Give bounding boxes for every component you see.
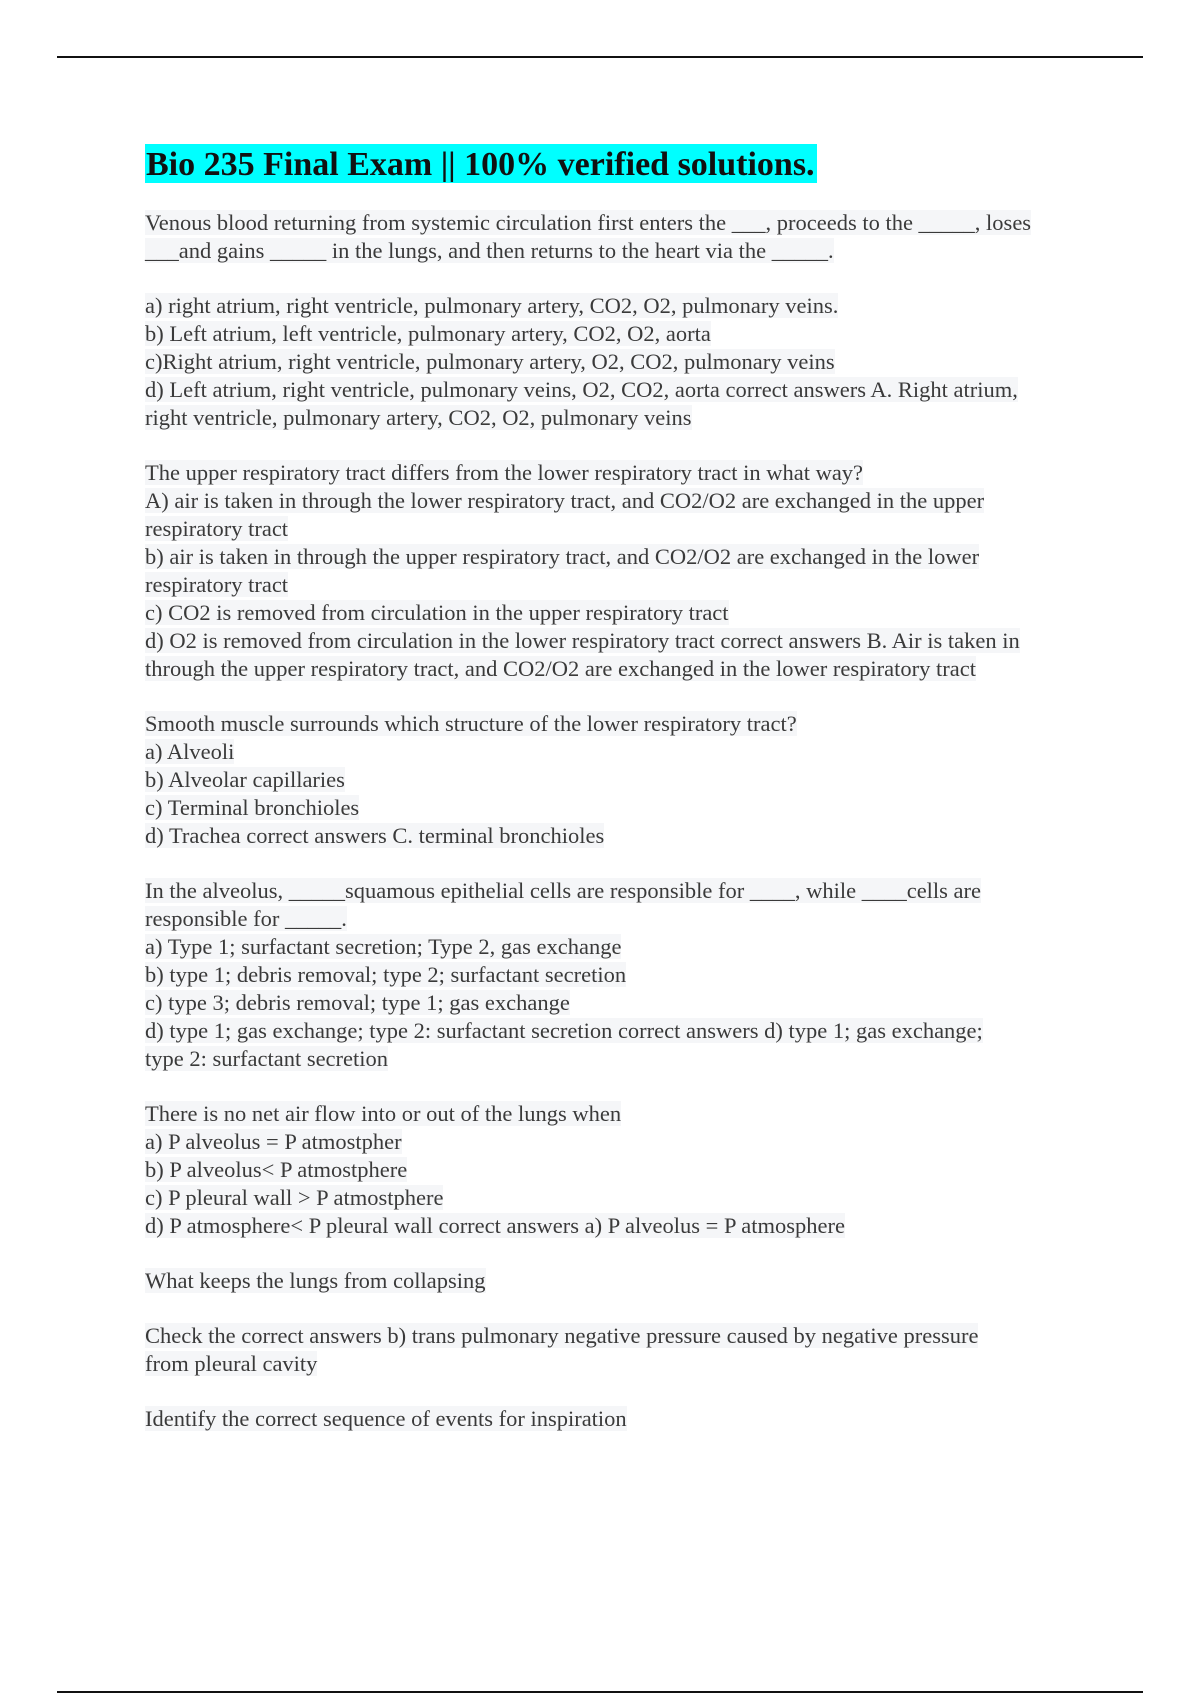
text-line: type 2: surfactant secretion — [145, 1046, 389, 1071]
text-line: Smooth muscle surrounds which structure of the lower respiratory tract? — [145, 711, 797, 736]
text-line: respiratory tract — [145, 516, 289, 541]
text-line: d) O2 is removed from circulation in the lower respiratory tract correct answers B. Air is taken in — [145, 628, 1020, 653]
document-body — [145, 144, 1095, 1460]
question-block-respiratory-tract — [145, 459, 1095, 683]
text-line: b) P alveolus< P atmostphere — [145, 1157, 408, 1182]
text-line: a) Alveoli — [145, 739, 235, 764]
text-line: c) Terminal bronchioles — [145, 795, 360, 820]
question-block-lungs-collapsing — [145, 1267, 1095, 1295]
text-line: b) type 1; debris removal; type 2; surfactant secretion — [145, 962, 627, 987]
text-line: Identify the correct sequence of events for inspiration — [145, 1406, 627, 1431]
text-line: Venous blood returning from systemic circulation first enters the ___, proceeds to the _____, loses — [145, 210, 1032, 235]
question-block-alveolus — [145, 877, 1095, 1073]
top-rule — [57, 56, 1143, 58]
text-line: through the upper respiratory tract, and CO2/O2 are exchanged in the lower respiratory tract — [145, 656, 976, 681]
text-line: from pleural cavity — [145, 1351, 318, 1376]
answer-options-venous-blood — [145, 292, 1095, 432]
text-line: The upper respiratory tract differs from the lower respiratory tract in what way? — [145, 460, 864, 485]
title-highlight: Bio 235 Final Exam || 100% verified solutions. — [146, 146, 815, 183]
text-line: a) Type 1; surfactant secretion; Type 2, gas exchange — [145, 934, 622, 959]
text-line: What keeps the lungs from collapsing — [145, 1268, 486, 1293]
text-line: b) Alveolar capillaries — [145, 767, 345, 792]
text-line: In the alveolus, _____squamous epithelial cells are responsible for ____, while ____cells are — [145, 878, 982, 903]
text-line: b) air is taken in through the upper respiratory tract, and CO2/O2 are exchanged in the lower — [145, 544, 980, 569]
text-line: c)Right atrium, right ventricle, pulmonary artery, O2, CO2, pulmonary veins — [145, 349, 835, 374]
question-block-air-flow — [145, 1100, 1095, 1240]
text-line: ___and gains _____ in the lungs, and then returns to the heart via the _____. — [145, 238, 834, 263]
text-line: c) P pleural wall > P atmostphere — [145, 1185, 444, 1210]
text-line: responsible for _____. — [145, 906, 347, 931]
text-line: c) type 3; debris removal; type 1; gas exchange — [145, 990, 570, 1015]
text-line: a) P alveolus = P atmostpher — [145, 1129, 402, 1154]
text-line: d) type 1; gas exchange; type 2: surfactant secretion correct answers d) type 1; gas exchange; — [145, 1018, 983, 1043]
bottom-rule — [57, 1691, 1143, 1693]
text-line: There is no net air flow into or out of the lungs when — [145, 1101, 622, 1126]
text-line: c) CO2 is removed from circulation in the upper respiratory tract — [145, 600, 729, 625]
text-line: b) Left atrium, left ventricle, pulmonary artery, CO2, O2, aorta — [145, 321, 711, 346]
text-line: a) right atrium, right ventricle, pulmonary artery, CO2, O2, pulmonary veins. — [145, 293, 839, 318]
text-line: d) P atmosphere< P pleural wall correct answers a) P alveolus = P atmosphere — [145, 1213, 845, 1238]
text-line: right ventricle, pulmonary artery, CO2, O2, pulmonary veins — [145, 405, 692, 430]
answer-block-lungs-collapsing — [145, 1322, 1095, 1378]
text-line: Check the correct answers b) trans pulmonary negative pressure caused by negative pressure — [145, 1323, 979, 1348]
question-block-smooth-muscle — [145, 710, 1095, 850]
text-line: A) air is taken in through the lower respiratory tract, and CO2/O2 are exchanged in the upper — [145, 488, 985, 513]
text-line: d) Left atrium, right ventricle, pulmonary veins, O2, CO2, aorta correct answers A. Right atrium, — [145, 377, 1018, 402]
document-title — [145, 144, 1095, 186]
question-block-venous-blood — [145, 209, 1095, 265]
text-line: respiratory tract — [145, 572, 289, 597]
question-block-inspiration — [145, 1405, 1095, 1433]
text-line: d) Trachea correct answers C. terminal bronchioles — [145, 823, 605, 848]
